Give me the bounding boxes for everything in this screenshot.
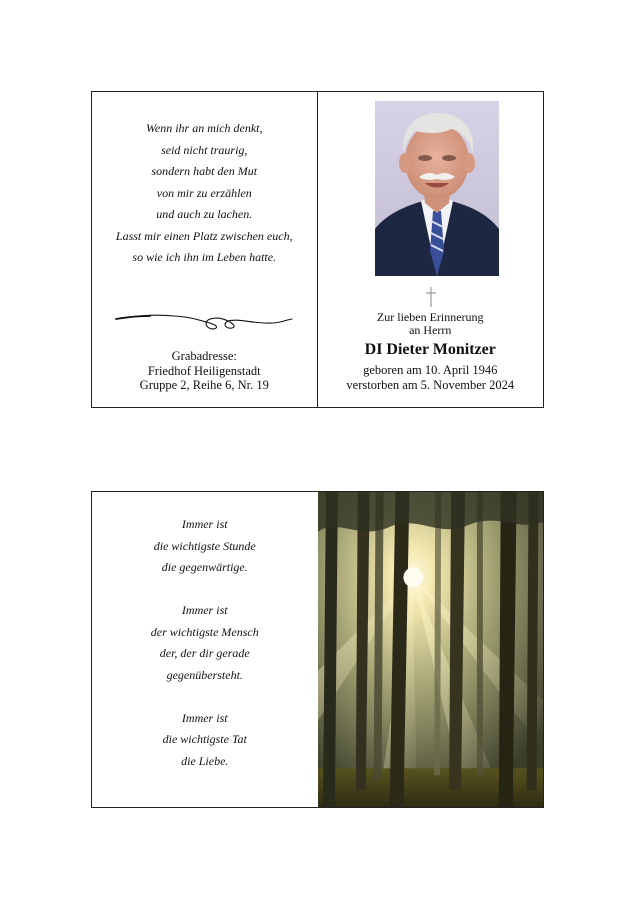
card-back-right-panel [318, 492, 544, 807]
poem-line: Lasst mir einen Platz zwischen euch, [115, 228, 293, 243]
death-date: verstorben am 5. November 2024 [346, 377, 515, 392]
grave-address [92, 349, 317, 393]
poem-line: so wie ich ihn im Leben hatte. [132, 250, 277, 264]
grave-plot: Gruppe 2, Reihe 6, Nr. 19 [139, 378, 269, 392]
poem-line: Immer ist [181, 517, 228, 531]
back-poem [92, 514, 318, 772]
flourish-ornament-icon [114, 302, 294, 332]
poem-line: Immer ist [181, 603, 228, 617]
card-front-left-panel [92, 92, 318, 407]
forest-sunlight-image [318, 492, 544, 807]
grave-label: Grabadresse: [171, 349, 237, 363]
poem-line: die wichtigste Stunde [153, 538, 256, 553]
poem-line: der, der dir gerade [159, 646, 250, 660]
birth-date: geboren am 10. April 1946 [363, 363, 498, 377]
poem-line: von mir zu erzählen [156, 185, 252, 200]
life-dates [318, 363, 544, 392]
deceased-name: DI Dieter Monitzer [364, 341, 496, 358]
memory-line-2: an Herrn [409, 323, 452, 337]
poem-line: seid nicht traurig, [161, 142, 248, 157]
poem-line: und auch zu lachen. [156, 207, 253, 221]
grave-cemetery: Friedhof Heiligenstadt [147, 363, 261, 378]
poem-line: gegenübersteht. [166, 667, 243, 682]
memory-line-1: Zur lieben Erinnerung [376, 310, 484, 324]
memorial-poem [92, 118, 317, 269]
poem-line: Immer ist [181, 710, 228, 725]
poem-line: die Liebe. [181, 753, 229, 768]
poem-line: Wenn ihr an mich denkt, [145, 121, 263, 135]
portrait-icon [375, 101, 499, 276]
card-front-right-panel [318, 92, 544, 407]
stanza-gap [92, 579, 318, 601]
poem-line: die wichtigste Tat [162, 732, 247, 746]
poem-line: die gegenwärtige. [161, 560, 248, 574]
poem-line: der wichtigste Mensch [150, 624, 259, 639]
stanza-gap [92, 686, 318, 708]
poem-line: sondern habt den Mut [151, 164, 258, 178]
memorial-card-front [91, 91, 544, 408]
cross-icon [424, 286, 438, 308]
portrait-photo [375, 101, 499, 276]
memory-heading [318, 311, 544, 337]
memorial-card-back [91, 491, 544, 808]
card-back-left-panel [92, 492, 318, 807]
